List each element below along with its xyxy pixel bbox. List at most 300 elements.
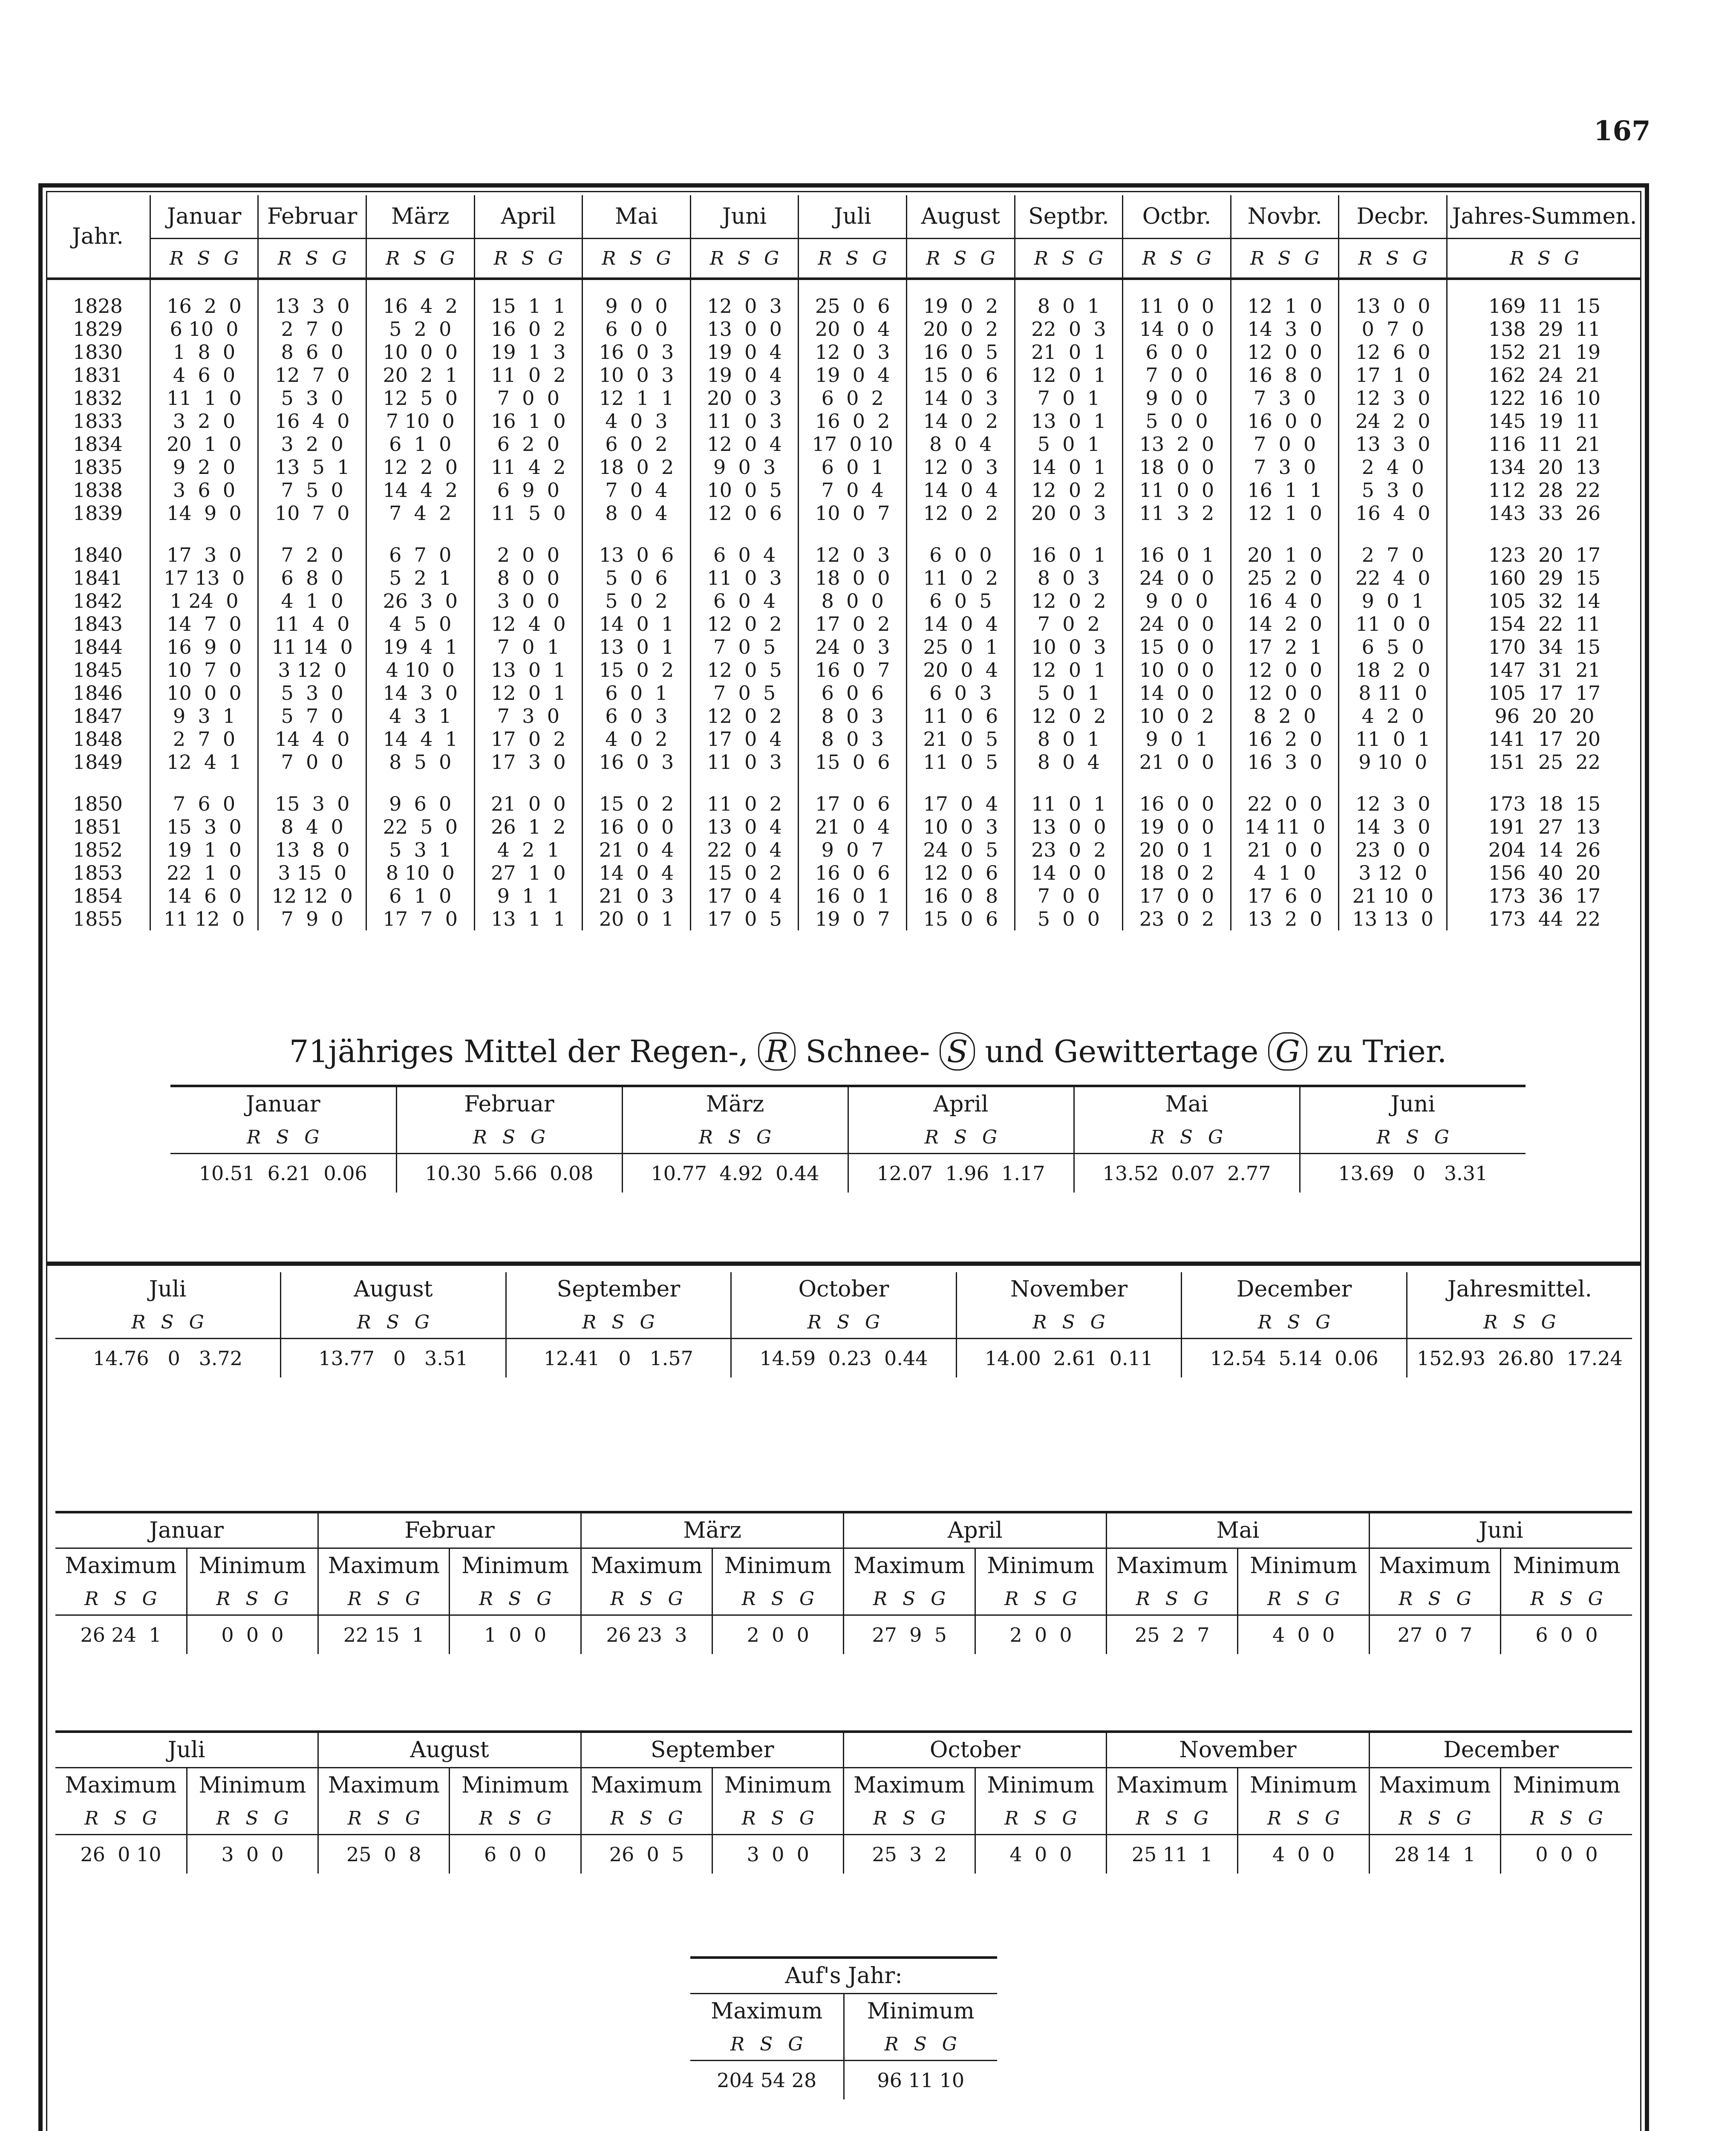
month-header: Mai (1074, 1086, 1300, 1121)
month-value-cell: 6 1 0 (366, 884, 474, 907)
month-value-cell: 11 4 2 (474, 456, 583, 479)
month-value-cell: 21 0 0 (1231, 838, 1339, 861)
year-sum-cell: 122 16 10 (1447, 387, 1641, 410)
month-value-cell: 20 0 3 (1015, 502, 1123, 525)
year-sum-cell: 173 18 15 (1447, 774, 1641, 815)
month-value-cell: 17 0 5 (690, 907, 799, 930)
year-sum-cell: 123 20 17 (1447, 525, 1641, 566)
month-value-cell: 15 1 1 (474, 279, 583, 318)
month-value-cell: 12 0 6 (907, 861, 1015, 884)
year-sum-cell: 138 29 11 (1447, 318, 1641, 341)
month-value-cell: 3 2 0 (258, 433, 366, 456)
rsg-label: R S G (844, 1583, 975, 1615)
month-value-cell: 12 12 0 (258, 884, 366, 907)
month-value-cell: 14 11 0 (1231, 815, 1339, 838)
month-value-cell: 4 0 3 (583, 410, 691, 433)
rsg-label: R S G (1339, 239, 1447, 279)
year-minimum-value: 96 11 10 (844, 2061, 997, 2100)
month-value-cell: 2 7 0 (258, 318, 366, 341)
month-value-cell: 17 0 4 (690, 884, 799, 907)
month-value-cell: 11 0 5 (907, 751, 1015, 774)
year-sum-cell: 105 17 17 (1447, 681, 1641, 705)
month-value-cell: 22 0 4 (690, 838, 799, 861)
month-header: October (731, 1272, 957, 1306)
month-value-cell: 18 0 2 (583, 456, 691, 479)
month-value-cell: 9 2 0 (150, 456, 258, 479)
mean-value-cell: 10.77 4.92 0.44 (622, 1154, 848, 1193)
rsg-label: R S G (150, 239, 258, 279)
rsg-label: R S G (1238, 1583, 1369, 1615)
month-value-cell: 5 7 0 (258, 705, 366, 728)
month-value-cell: 3 12 0 (258, 658, 366, 681)
extremes-table-1 (55, 1511, 1632, 1654)
minimum-value-cell: 0 0 0 (187, 1615, 318, 1655)
month-value-cell: 22 4 0 (1339, 566, 1447, 589)
year-sum-cell: 173 36 17 (1447, 884, 1641, 907)
month-value-cell: 19 0 2 (907, 279, 1015, 318)
month-value-cell: 6 0 2 (799, 387, 907, 410)
month-value-cell: 7 2 0 (258, 525, 366, 566)
title-symbol-g: G (1268, 1032, 1307, 1071)
month-value-cell: 12 0 6 (690, 502, 799, 525)
minimum-value-cell: 0 0 0 (1501, 1835, 1632, 1874)
maximum-value-cell: 25 3 2 (844, 1835, 975, 1874)
month-value-cell: 22 0 3 (1015, 318, 1123, 341)
month-value-cell: 24 0 0 (1123, 566, 1231, 589)
month-value-cell: 7 10 0 (366, 410, 474, 433)
month-value-cell: 14 3 0 (1231, 318, 1339, 341)
title-text: und Gewittertage (985, 1034, 1259, 1069)
month-value-cell: 13 3 0 (258, 279, 366, 318)
month-value-cell: 16 0 5 (907, 341, 1015, 364)
year-sum-cell: 170 34 15 (1447, 635, 1641, 658)
rsg-label: R S G (1300, 1121, 1525, 1154)
rsg-label: R S G (1238, 1802, 1369, 1835)
month-value-cell: 7 9 0 (258, 907, 366, 930)
year-cell: 1830 (72, 341, 123, 364)
month-value-cell: 6 0 1 (799, 456, 907, 479)
maximum-value-cell: 25 2 7 (1107, 1615, 1238, 1655)
month-value-cell: 13 0 1 (583, 635, 691, 658)
month-value-cell: 11 0 1 (1339, 728, 1447, 751)
rsg-label: R S G (396, 1121, 622, 1154)
month-value-cell: 14 4 2 (366, 479, 474, 502)
month-value-cell: 6 0 1 (583, 681, 691, 705)
year-sum-cell: 173 44 22 (1447, 907, 1641, 930)
year-sum-cell: 143 33 26 (1447, 502, 1641, 525)
maximum-value-cell: 27 9 5 (844, 1615, 975, 1655)
minimum-label: Minimum (187, 1768, 318, 1803)
month-value-cell: 14 0 4 (907, 479, 1015, 502)
year-cell: 1845 (72, 658, 123, 681)
month-value-cell: 12 0 0 (1231, 658, 1339, 681)
month-value-cell: 7 0 2 (1015, 612, 1123, 635)
rsg-label: R S G (318, 1583, 450, 1615)
month-value-cell: 8 0 4 (1015, 751, 1123, 774)
table-row (46, 387, 1641, 410)
month-header: Januar (245, 1091, 320, 1117)
title-symbol-r: R (758, 1032, 796, 1071)
section-rule (46, 1262, 1641, 1266)
month-value-cell: 14 3 0 (1339, 815, 1447, 838)
minimum-label: Minimum (712, 1548, 844, 1583)
month-value-cell: 10 0 7 (799, 502, 907, 525)
month-value-cell: 16 0 2 (474, 318, 583, 341)
month-value-cell: 20 0 3 (690, 387, 799, 410)
month-header: December (1369, 1732, 1632, 1768)
rsg-label: R S G (581, 1802, 712, 1835)
month-value-cell: 2 0 0 (474, 525, 583, 566)
month-value-cell: 17 0 2 (474, 728, 583, 751)
table-row (46, 318, 1641, 341)
table-row (46, 433, 1641, 456)
mittel-title (0, 1034, 1736, 1069)
year-cell: 1841 (72, 566, 123, 589)
month-value-cell: 14 0 4 (583, 861, 691, 884)
month-value-cell: 8 4 0 (258, 815, 366, 838)
month-value-cell: 12 0 4 (690, 433, 799, 456)
month-value-cell: 15 0 6 (907, 907, 1015, 930)
month-value-cell: 13 0 4 (690, 815, 799, 838)
year-cell: 1838 (72, 479, 123, 502)
maximum-value-cell: 22 15 1 (318, 1615, 450, 1655)
maximum-value-cell: 28 14 1 (1369, 1835, 1500, 1874)
month-value-cell: 23 0 2 (1123, 907, 1231, 930)
month-value-cell: 9 0 0 (1123, 589, 1231, 612)
month-value-cell: 16 0 0 (1231, 410, 1339, 433)
minimum-value-cell: 1 0 0 (450, 1615, 581, 1655)
year-cell: 1839 (72, 502, 123, 525)
month-value-cell: 12 0 1 (1015, 364, 1123, 387)
minimum-value-cell: 4 0 0 (1238, 1835, 1369, 1874)
month-value-cell: 16 4 2 (366, 279, 474, 318)
month-header: August (907, 195, 1015, 239)
month-value-cell: 1 8 0 (150, 341, 258, 364)
month-value-cell: 10 7 0 (150, 658, 258, 681)
month-value-cell: 14 0 4 (907, 612, 1015, 635)
month-value-cell: 20 1 0 (1231, 525, 1339, 566)
month-value-cell: 20 0 4 (907, 658, 1015, 681)
month-value-cell: 9 1 1 (474, 884, 583, 907)
year-cell: 1847 (72, 705, 123, 728)
year-cell: 1852 (72, 838, 123, 861)
month-header: April (844, 1512, 1107, 1548)
rsg-label: R S G (1407, 1306, 1632, 1339)
month-value-cell: 16 0 1 (1015, 525, 1123, 566)
month-value-cell: 12 0 5 (690, 658, 799, 681)
month-value-cell: 19 1 0 (150, 838, 258, 861)
month-value-cell: 24 0 5 (907, 838, 1015, 861)
month-value-cell: 16 2 0 (1231, 728, 1339, 751)
month-value-cell: 12 0 3 (799, 341, 907, 364)
month-value-cell: 6 7 0 (366, 525, 474, 566)
year-cell: 1854 (72, 884, 123, 907)
month-value-cell: 12 0 3 (799, 525, 907, 566)
month-value-cell: 6 0 0 (1123, 341, 1231, 364)
month-value-cell: 12 6 0 (1339, 341, 1447, 364)
minimum-label: Minimum (450, 1548, 581, 1583)
month-value-cell: 3 12 0 (1339, 861, 1447, 884)
month-value-cell: 8 0 3 (1015, 566, 1123, 589)
title-text: 71jähriges Mittel der Regen-, (289, 1034, 749, 1069)
month-value-cell: 16 0 6 (799, 861, 907, 884)
rsg-label: R S G (366, 239, 474, 279)
month-header: Februar (318, 1512, 581, 1548)
month-value-cell: 17 0 0 (1123, 884, 1231, 907)
rsg-subheader-row (46, 239, 1641, 279)
month-value-cell: 10 0 3 (1015, 635, 1123, 658)
sum-header: Jahres-Summen. (1447, 195, 1641, 239)
year-cell: 1828 (72, 295, 123, 318)
month-value-cell: 17 2 1 (1231, 635, 1339, 658)
month-header: August (281, 1272, 506, 1306)
month-value-cell: 16 3 0 (1231, 751, 1339, 774)
month-value-cell: 11 0 3 (690, 751, 799, 774)
maximum-value-cell: 26 0 10 (80, 1843, 161, 1866)
table-row (46, 410, 1641, 433)
title-text: zu Trier. (1317, 1034, 1447, 1069)
month-value-cell: 13 0 6 (583, 525, 691, 566)
month-value-cell: 12 0 2 (690, 705, 799, 728)
year-sum-cell: 112 28 22 (1447, 479, 1641, 502)
month-value-cell: 5 0 0 (1015, 907, 1123, 930)
minimum-label: Minimum (1238, 1548, 1369, 1583)
month-value-cell: 16 0 7 (799, 658, 907, 681)
table-row (46, 341, 1641, 364)
month-value-cell: 12 0 2 (1015, 479, 1123, 502)
year-cell: 1848 (72, 728, 123, 751)
month-value-cell: 21 0 1 (1015, 341, 1123, 364)
title-text: Schnee- (805, 1034, 930, 1069)
month-value-cell: 14 0 0 (1123, 318, 1231, 341)
rsg-label: R S G (712, 1583, 844, 1615)
month-value-cell: 6 0 6 (799, 681, 907, 705)
month-value-cell: 8 6 0 (258, 341, 366, 364)
maximum-label: Maximum (581, 1768, 712, 1803)
rsg-label: R S G (1231, 239, 1339, 279)
month-value-cell: 9 6 0 (366, 774, 474, 815)
month-value-cell: 22 1 0 (150, 861, 258, 884)
month-value-cell: 14 9 0 (150, 502, 258, 525)
month-value-cell: 7 5 0 (258, 479, 366, 502)
year-sum-cell: 162 24 21 (1447, 364, 1641, 387)
month-value-cell: 6 2 0 (474, 433, 583, 456)
year-cell: 1831 (72, 364, 123, 387)
rsg-label: R S G (622, 1121, 848, 1154)
month-value-cell: 18 2 0 (1339, 658, 1447, 681)
month-value-cell: 13 0 0 (1015, 815, 1123, 838)
month-value-cell: 6 10 0 (150, 318, 258, 341)
month-value-cell: 7 4 2 (366, 502, 474, 525)
month-value-cell: 17 7 0 (366, 907, 474, 930)
rsg-label: R S G (1074, 1121, 1300, 1154)
maximum-label: Maximum (318, 1768, 450, 1803)
month-value-cell: 5 3 0 (258, 387, 366, 410)
month-value-cell: 14 0 1 (1015, 456, 1123, 479)
month-value-cell: 15 0 6 (907, 364, 1015, 387)
month-value-cell: 12 0 2 (907, 502, 1015, 525)
month-value-cell: 6 0 4 (690, 589, 799, 612)
month-value-cell: 23 0 2 (1015, 838, 1123, 861)
month-value-cell: 8 10 0 (366, 861, 474, 884)
month-value-cell: 15 3 0 (258, 774, 366, 815)
year-sum-cell: 154 22 11 (1447, 612, 1641, 635)
month-value-cell: 12 0 1 (1015, 658, 1123, 681)
month-value-cell: 5 3 0 (258, 681, 366, 705)
month-value-cell: 13 0 1 (474, 658, 583, 681)
month-value-cell: 10 0 0 (150, 681, 258, 705)
month-value-cell: 6 5 0 (1339, 635, 1447, 658)
month-value-cell: 19 1 3 (474, 341, 583, 364)
month-value-cell: 11 0 2 (690, 774, 799, 815)
mean-value-cell: 10.30 5.66 0.08 (396, 1154, 622, 1193)
minimum-value-cell: 3 0 0 (712, 1835, 844, 1874)
maximum-value-cell: 26 23 3 (581, 1615, 712, 1655)
month-value-cell: 12 0 1 (474, 681, 583, 705)
month-value-cell: 12 0 0 (1231, 681, 1339, 705)
rsg-label: R S G (907, 239, 1015, 279)
month-value-cell: 19 4 1 (366, 635, 474, 658)
month-value-cell: 2 7 0 (1339, 525, 1447, 566)
year-cell: 1853 (72, 861, 123, 884)
rsg-label: R S G (1369, 1583, 1500, 1615)
minimum-value-cell: 2 0 0 (975, 1615, 1106, 1655)
month-value-cell: 7 0 0 (1015, 884, 1123, 907)
month-value-cell: 13 8 0 (258, 838, 366, 861)
month-value-cell: 21 0 4 (583, 838, 691, 861)
month-value-cell: 11 0 3 (690, 566, 799, 589)
table-row (46, 815, 1641, 838)
month-value-cell: 20 1 0 (150, 433, 258, 456)
month-value-cell: 5 0 6 (583, 566, 691, 589)
year-sum-cell: 116 11 21 (1447, 433, 1641, 456)
year-sum-cell: 147 31 21 (1447, 658, 1641, 681)
rsg-label: R S G (187, 1802, 318, 1835)
table-row (46, 907, 1641, 930)
rsg-label: R S G (844, 1802, 975, 1835)
rsg-label: R S G (583, 239, 691, 279)
mean-value-cell: 13.77 0 3.51 (281, 1339, 506, 1378)
month-header: März (581, 1512, 844, 1548)
month-header: September (581, 1732, 844, 1768)
month-value-cell: 14 3 0 (366, 681, 474, 705)
page-number: 167 (1594, 115, 1651, 147)
minimum-value-cell: 6 0 0 (1501, 1615, 1632, 1655)
rsg-label: R S G (848, 1121, 1074, 1154)
minimum-label: Minimum (450, 1768, 581, 1803)
mittel-table-1 (170, 1085, 1525, 1193)
month-value-cell: 10 0 0 (366, 341, 474, 364)
month-value-cell: 16 0 0 (1123, 774, 1231, 815)
maximum-label: Maximum (844, 1768, 975, 1803)
month-value-cell: 19 0 7 (799, 907, 907, 930)
rsg-label: R S G (1107, 1802, 1238, 1835)
month-value-cell: 10 0 0 (1123, 658, 1231, 681)
month-value-cell: 16 4 0 (258, 410, 366, 433)
month-value-cell: 21 0 0 (1123, 751, 1231, 774)
month-header: Septbr. (1015, 195, 1123, 239)
minimum-label: Minimum (975, 1548, 1106, 1583)
month-value-cell: 21 0 5 (907, 728, 1015, 751)
month-header: April (474, 195, 583, 239)
month-value-cell: 7 0 0 (1123, 364, 1231, 387)
month-value-cell: 7 0 4 (583, 479, 691, 502)
month-value-cell: 1 24 0 (150, 589, 258, 612)
maximum-value-cell: 25 0 8 (318, 1835, 450, 1874)
maximum-label: Maximum (1369, 1548, 1500, 1583)
table-row (46, 774, 1641, 815)
month-value-cell: 4 1 0 (1231, 861, 1339, 884)
month-value-cell: 8 0 1 (1015, 279, 1123, 318)
table-row (46, 884, 1641, 907)
month-header: März (622, 1086, 848, 1121)
month-value-cell: 13 1 1 (474, 907, 583, 930)
rsg-label: R S G (1447, 239, 1641, 279)
year-cell: 1850 (72, 792, 123, 815)
month-value-cell: 6 8 0 (258, 566, 366, 589)
month-value-cell: 4 10 0 (366, 658, 474, 681)
rsg-label: R S G (84, 1807, 157, 1829)
month-value-cell: 6 0 3 (907, 681, 1015, 705)
rsg-label: R S G (1501, 1583, 1632, 1615)
month-value-cell: 16 0 1 (1123, 525, 1231, 566)
month-value-cell: 16 0 8 (907, 884, 1015, 907)
minimum-value-cell: 4 0 0 (975, 1835, 1106, 1874)
month-value-cell: 16 0 1 (799, 884, 907, 907)
month-header: April (848, 1086, 1074, 1121)
table-row (46, 502, 1641, 525)
month-value-cell: 6 0 0 (907, 525, 1015, 566)
month-value-cell: 2 7 0 (150, 728, 258, 751)
month-value-cell: 9 0 0 (583, 279, 691, 318)
month-value-cell: 8 5 0 (366, 751, 474, 774)
month-value-cell: 4 3 1 (366, 705, 474, 728)
month-value-cell: 8 11 0 (1339, 681, 1447, 705)
maximum-value-cell: 26 0 5 (581, 1835, 712, 1874)
rain-snow-thunder-table (46, 195, 1641, 930)
month-value-cell: 9 0 1 (1123, 728, 1231, 751)
month-value-cell: 10 0 2 (1123, 705, 1231, 728)
year-cell: 1840 (72, 543, 123, 566)
month-value-cell: 5 0 2 (583, 589, 691, 612)
month-value-cell: 12 1 0 (1231, 279, 1339, 318)
month-value-cell: 6 1 0 (366, 433, 474, 456)
table-row (46, 728, 1641, 751)
month-header: September (506, 1272, 731, 1306)
table-row (46, 861, 1641, 884)
year-sum-cell: 105 32 14 (1447, 589, 1641, 612)
mean-value-cell: 12.07 1.96 1.17 (848, 1154, 1074, 1193)
month-value-cell: 17 3 0 (474, 751, 583, 774)
month-value-cell: 16 1 1 (1231, 479, 1339, 502)
month-value-cell: 11 0 3 (690, 410, 799, 433)
main-table-body (46, 279, 1641, 930)
maximum-label: Maximum (844, 1548, 975, 1583)
table-row (46, 456, 1641, 479)
month-value-cell: 11 0 6 (907, 705, 1015, 728)
month-header: Januar (149, 1518, 224, 1543)
month-value-cell: 12 1 0 (1231, 502, 1339, 525)
month-value-cell: 16 8 0 (1231, 364, 1339, 387)
month-value-cell: 7 0 1 (1015, 387, 1123, 410)
year-cell: 1834 (72, 433, 123, 456)
month-value-cell: 11 5 0 (474, 502, 583, 525)
month-value-cell: 9 10 0 (1339, 751, 1447, 774)
year-cell: 1842 (72, 589, 123, 612)
month-value-cell: 9 0 7 (799, 838, 907, 861)
month-value-cell: 17 13 0 (150, 566, 258, 589)
month-value-cell: 24 0 0 (1123, 612, 1231, 635)
